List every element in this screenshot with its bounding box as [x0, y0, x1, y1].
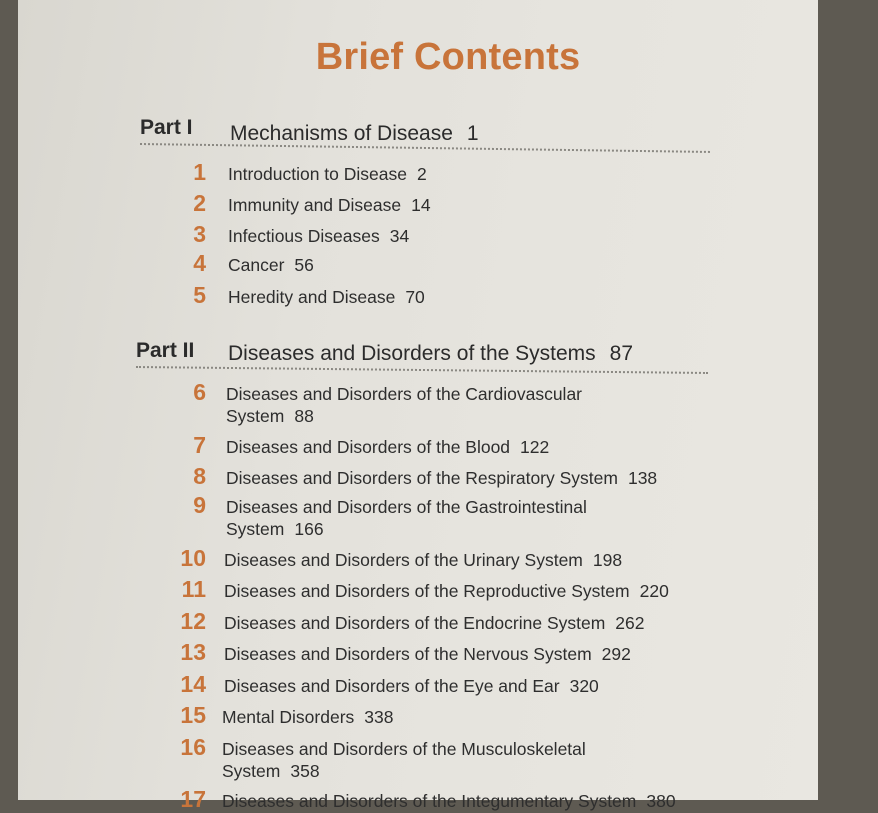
chapter-page-number: 320 — [569, 676, 599, 696]
chapter-title-text: Diseases and Disorders of the Blood — [226, 437, 511, 457]
part-label: Part I — [140, 116, 193, 139]
chapter-page-number: 292 — [601, 644, 631, 664]
chapter-page-number: 358 — [290, 761, 320, 781]
chapter-number: 17 — [180, 786, 206, 812]
chapter-title-text: Diseases and Disorders of the Nervous System — [224, 644, 592, 664]
chapter-page-number: 220 — [639, 581, 669, 601]
chapter-title — [224, 580, 704, 602]
chapter-number: 1 — [193, 159, 206, 185]
part-title — [230, 122, 479, 146]
dotted-rule — [136, 366, 708, 374]
part-page-number: 1 — [466, 122, 479, 145]
chapter-title-text: Diseases and Disorders of the Integumentary System — [222, 791, 637, 811]
chapter-title — [224, 549, 704, 571]
chapter-title — [224, 675, 704, 697]
chapter-title — [228, 254, 708, 276]
chapter-page-number: 34 — [389, 226, 410, 246]
chapter-page-number: 70 — [405, 287, 425, 307]
part-page-number: 87 — [609, 342, 634, 365]
chapter-number: 14 — [180, 671, 206, 697]
chapter-title-text: Diseases and Disorders of the Reproductive System — [224, 581, 630, 601]
chapter-title — [222, 790, 742, 812]
part-title — [228, 342, 633, 366]
chapter-title-text: Diseases and Disorders of the Eye and Ear — [224, 676, 560, 696]
chapter-title-text: Mental Disorders — [222, 707, 355, 727]
chapter-page-number: 166 — [294, 519, 324, 539]
chapter-page-number: 88 — [294, 406, 314, 426]
chapter-number: 15 — [180, 702, 206, 728]
chapter-number: 12 — [180, 608, 206, 634]
chapter-title — [228, 194, 708, 216]
chapter-number: 8 — [193, 463, 206, 489]
chapter-number: 16 — [180, 734, 206, 760]
chapter-number: 13 — [180, 639, 206, 665]
chapter-title — [228, 163, 708, 185]
chapter-page-number: 138 — [627, 468, 658, 488]
chapter-page-number: 262 — [615, 613, 645, 633]
chapter-title-line2: System — [226, 519, 285, 539]
chapter-title-line1: Diseases and Disorders of the Musculoskeletal — [222, 739, 586, 759]
chapter-page-number: 56 — [294, 255, 314, 275]
chapter-title-line1: Diseases and Disorders of the Cardiovascular — [226, 384, 582, 404]
chapter-page-number: 380 — [646, 791, 676, 811]
chapter-number: 7 — [193, 432, 206, 458]
chapter-title — [226, 467, 706, 489]
part-label: Part II — [136, 339, 195, 362]
chapter-number: 11 — [181, 576, 206, 602]
chapter-title-line2: System — [222, 761, 281, 781]
chapter-title-text: Introduction to Disease — [228, 164, 407, 184]
chapter-page-number: 2 — [417, 164, 427, 184]
chapter-title-text: Infectious Diseases — [228, 226, 380, 246]
chapter-title-text: Diseases and Disorders of the Endocrine System — [224, 613, 606, 633]
chapter-title — [226, 496, 706, 540]
chapter-title — [224, 643, 704, 665]
chapter-title — [226, 436, 706, 458]
chapter-page-number: 122 — [520, 437, 550, 457]
chapter-number: 3 — [193, 221, 206, 247]
chapter-title-line1: Diseases and Disorders of the Gastrointestinal — [226, 497, 587, 517]
chapter-title — [222, 738, 702, 782]
chapter-title-text: Cancer — [228, 255, 285, 275]
chapter-title-text: Diseases and Disorders of the Urinary System — [224, 550, 583, 570]
part-title-text: Mechanisms of Disease — [230, 122, 453, 145]
chapter-title-text: Diseases and Disorders of the Respiratory System — [226, 468, 618, 488]
chapter-number: 10 — [180, 545, 206, 571]
chapter-page-number: 198 — [592, 550, 623, 570]
chapter-number: 4 — [193, 250, 206, 276]
part-title-text: Diseases and Disorders of the Systems — [228, 342, 596, 365]
book-page — [18, 0, 818, 812]
chapter-number: 5 — [193, 282, 206, 308]
chapter-title-text: Heredity and Disease — [228, 287, 396, 307]
chapter-number: 2 — [193, 190, 206, 216]
chapter-title — [228, 225, 708, 247]
chapter-title-line2: System — [226, 406, 285, 426]
chapter-number: 9 — [193, 492, 206, 518]
chapter-page-number: 338 — [364, 707, 394, 727]
chapter-title — [222, 706, 702, 728]
chapter-page-number: 14 — [411, 195, 431, 215]
chapter-title — [224, 612, 704, 634]
chapter-title — [228, 286, 708, 308]
page-title: Brief Contents — [315, 36, 581, 78]
chapter-title — [226, 383, 706, 427]
chapter-title-text: Immunity and Disease — [228, 195, 402, 215]
chapter-number: 6 — [193, 379, 206, 405]
